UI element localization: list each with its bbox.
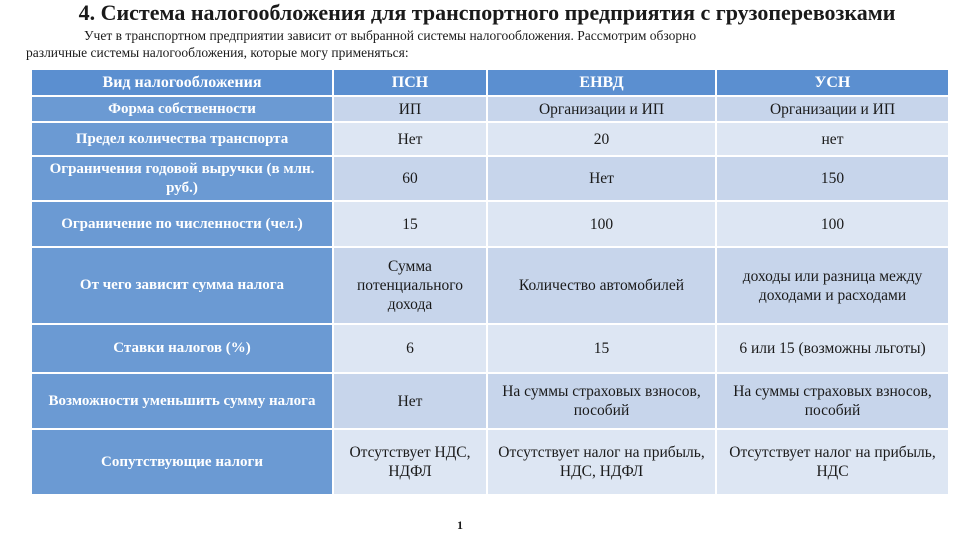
cell-usn: Отсутствует налог на прибыль, НДС xyxy=(716,429,949,495)
cell-envd: Отсутствует налог на прибыль, НДС, НДФЛ xyxy=(487,429,716,495)
cell-usn: Организации и ИП xyxy=(716,96,949,122)
tax-systems-table xyxy=(30,68,950,496)
cell-psn: Сумма потенциального дохода xyxy=(333,247,487,324)
table-row xyxy=(31,247,949,324)
table-row xyxy=(31,156,949,201)
row-label: От чего зависит сумма налога xyxy=(31,247,333,324)
row-label: Ставки налогов (%) xyxy=(31,324,333,373)
cell-usn: На суммы страховых взносов, пособий xyxy=(716,373,949,429)
cell-psn: 60 xyxy=(333,156,487,201)
cell-envd: Нет xyxy=(487,156,716,201)
cell-envd: 15 xyxy=(487,324,716,373)
table-row xyxy=(31,122,949,156)
table-row xyxy=(31,429,949,495)
cell-envd: 100 xyxy=(487,201,716,247)
intro-line-1: Учет в транспортном предприятии зависит от выбранной системы налогообложения. Рассмотрим обзорно xyxy=(84,28,697,43)
cell-usn: доходы или разница между доходами и расходами xyxy=(716,247,949,324)
cell-psn: ИП xyxy=(333,96,487,122)
header-tax-type: Вид налогообложения xyxy=(31,69,333,96)
header-usn: УСН xyxy=(716,69,949,96)
table-row xyxy=(31,373,949,429)
cell-psn: 15 xyxy=(333,201,487,247)
cell-envd: На суммы страховых взносов, пособий xyxy=(487,373,716,429)
header-envd: ЕНВД xyxy=(487,69,716,96)
page-number: 1 xyxy=(457,518,463,532)
header-psn: ПСН xyxy=(333,69,487,96)
cell-usn: 100 xyxy=(716,201,949,247)
table-row xyxy=(31,324,949,373)
cell-envd: Количество автомобилей xyxy=(487,247,716,324)
cell-psn: Нет xyxy=(333,373,487,429)
cell-usn: нет xyxy=(716,122,949,156)
cell-psn: Нет xyxy=(333,122,487,156)
row-label: Форма собственности xyxy=(31,96,333,122)
intro-line-2: различные системы налогообложения, которые могу применяться: xyxy=(26,45,409,60)
cell-usn: 6 или 15 (возможны льготы) xyxy=(716,324,949,373)
table-header-row xyxy=(31,69,949,96)
cell-envd: Организации и ИП xyxy=(487,96,716,122)
row-label: Сопутствующие налоги xyxy=(31,429,333,495)
row-label: Предел количества транспорта xyxy=(31,122,333,156)
table-row xyxy=(31,96,949,122)
cell-psn: 6 xyxy=(333,324,487,373)
row-label: Ограничения годовой выручки (в млн. руб.) xyxy=(31,156,333,201)
cell-usn: 150 xyxy=(716,156,949,201)
table-row xyxy=(31,201,949,247)
page-title: 4. Система налогообложения для транспортного предприятия с грузоперевозками xyxy=(78,0,896,25)
row-label: Возможности уменьшить сумму налога xyxy=(31,373,333,429)
row-label: Ограничение по численности (чел.) xyxy=(31,201,333,247)
cell-psn: Отсутствует НДС, НДФЛ xyxy=(333,429,487,495)
cell-envd: 20 xyxy=(487,122,716,156)
intro-paragraph xyxy=(26,27,940,61)
